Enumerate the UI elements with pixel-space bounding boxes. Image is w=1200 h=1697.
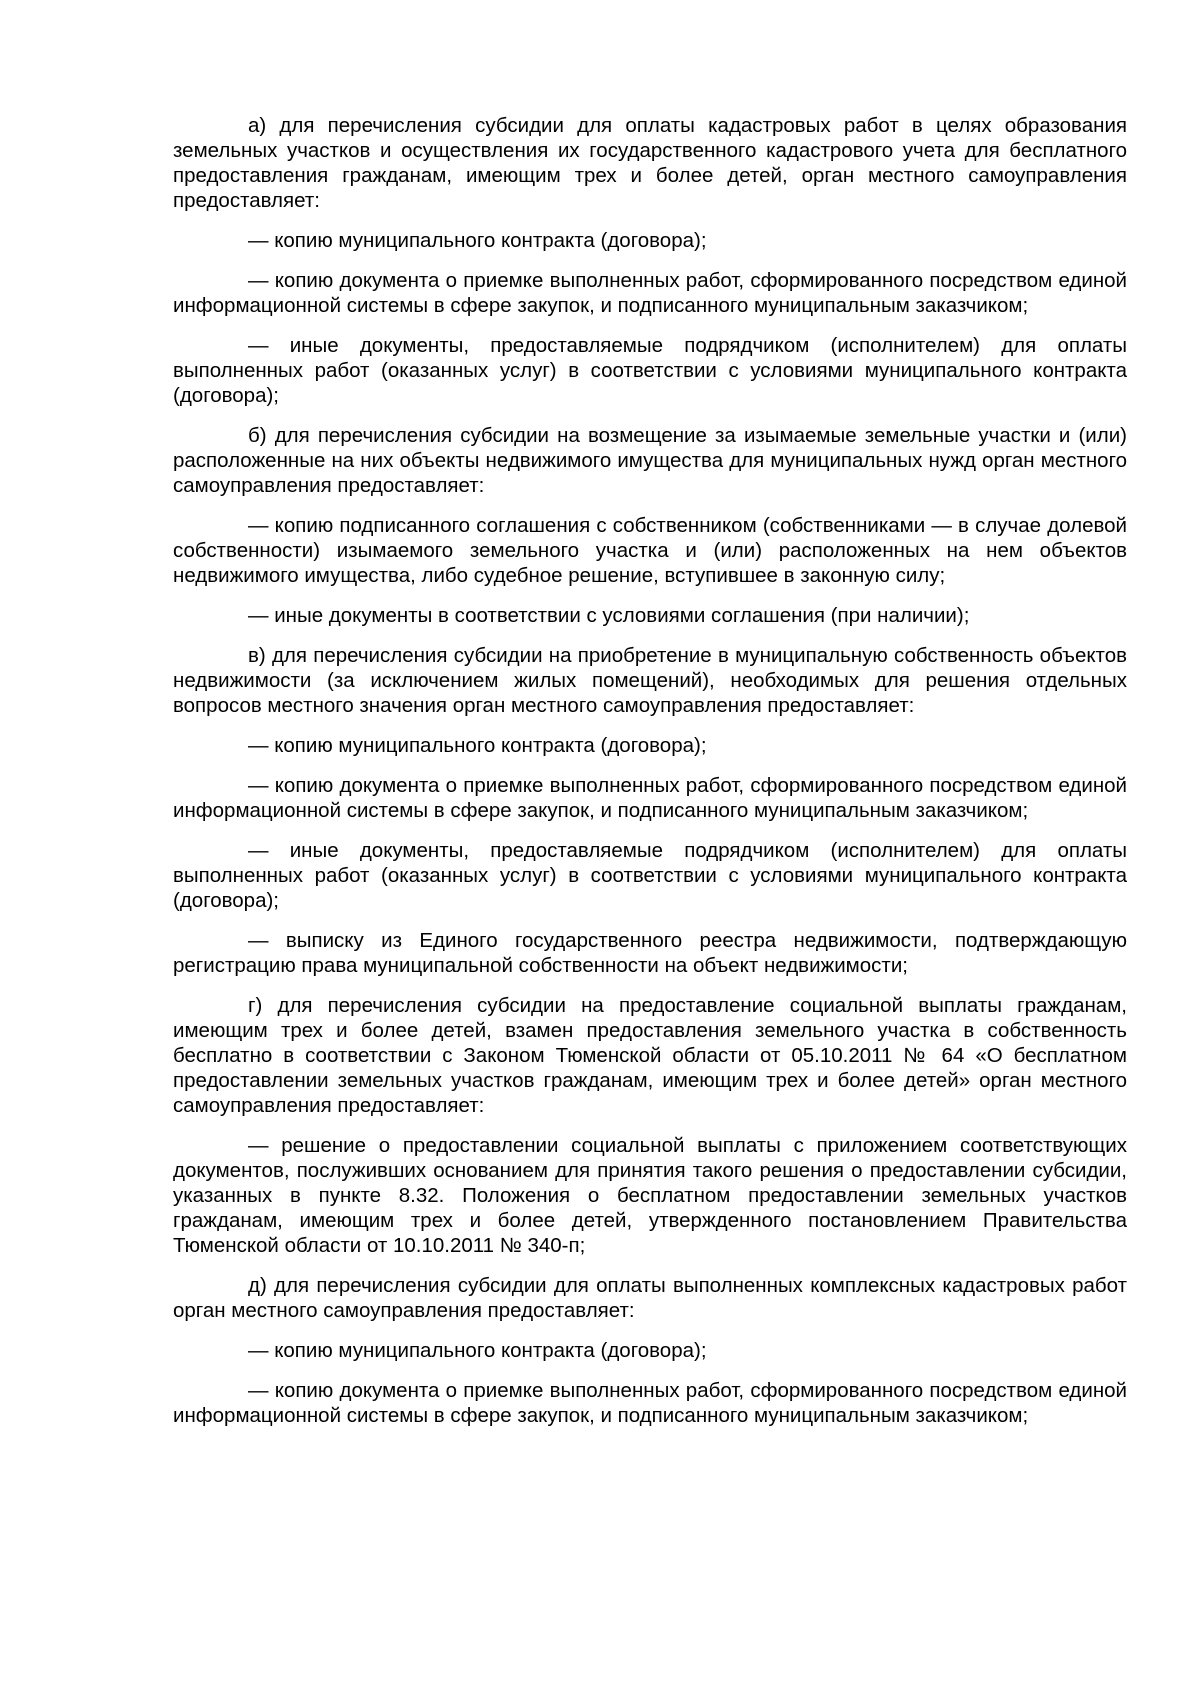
paragraph-g-item-1: — решение о предоставлении социальной выплаты с приложением соответствующих документов, послуживших основанием для принятия такого решения о предоставлении субсидии, указанных в пункте 8.32. Положения о бесплатном предоставлении земельных участков гражданам, имеющим трех и более детей, утвержденного постановлением Правительства Тюменской области от 10.10.2011 № 340-п; (173, 1134, 1127, 1257)
paragraph-a: а) для перечисления субсидии для оплаты кадастровых работ в целях образования земельных участков и осуществления их государственного кадастрового учета для бесплатного предоставления гражданам, имеющим трех и более детей, орган местного самоуправления предоставляет: (173, 114, 1127, 212)
paragraph-b-item-2: — иные документы в соответствии с условиями соглашения (при наличии); (248, 604, 970, 627)
paragraph-b-item-1: — копию подписанного соглашения с собственником (собственниками — в случае долевой собственности) изымаемого земельного участка и (или) расположенных на нем объектов недвижимого имущества, либо судебное решение, вступившее в законную силу; (173, 514, 1127, 587)
paragraph-b: б) для перечисления субсидии на возмещение за изымаемые земельные участки и (или) расположенные на них объекты недвижимого имущества для муниципальных нужд орган местного самоуправления предоставляет: (173, 424, 1127, 497)
paragraph-v-item-1: — копию муниципального контракта (договора); (248, 734, 707, 757)
document-body (173, 113, 1127, 1443)
paragraph-v-item-4: — выписку из Единого государственного реестра недвижимости, подтверждающую регистрацию права муниципальной собственности на объект недвижимости; (173, 929, 1127, 977)
paragraph-a-item-1: — копию муниципального контракта (договора); (248, 229, 707, 252)
paragraph-a-item-3: — иные документы, предоставляемые подрядчиком (исполнителем) для оплаты выполненных работ (оказанных услуг) в соответствии с условиями муниципального контракта (договора); (173, 334, 1127, 407)
paragraph-a-item-2: — копию документа о приемке выполненных работ, сформированного посредством единой информационной системы в сфере закупок, и подписанного муниципальным заказчиком; (173, 269, 1127, 317)
paragraph-d: д) для перечисления субсидии для оплаты выполненных комплексных кадастровых работ орган местного самоуправления предоставляет: (173, 1274, 1127, 1322)
paragraph-g: г) для перечисления субсидии на предоставление социальной выплаты гражданам, имеющим трех и более детей, взамен предоставления земельного участка в собственность бесплатно в соответствии с Законом Тюменской области от 05.10.2011 № 64 «О бесплатном предоставлении земельных участков гражданам, имеющим трех и более детей» орган местного самоуправления предоставляет: (173, 994, 1127, 1117)
paragraph-d-item-1: — копию муниципального контракта (договора); (248, 1339, 707, 1362)
paragraph-v-item-3: — иные документы, предоставляемые подрядчиком (исполнителем) для оплаты выполненных работ (оказанных услуг) в соответствии с условиями муниципального контракта (договора); (173, 839, 1127, 912)
paragraph-v-item-2: — копию документа о приемке выполненных работ, сформированного посредством единой информационной системы в сфере закупок, и подписанного муниципальным заказчиком; (173, 774, 1127, 822)
paragraph-v: в) для перечисления субсидии на приобретение в муниципальную собственность объектов недвижимости (за исключением жилых помещений), необходимых для решения отдельных вопросов местного значения орган местного самоуправления предоставляет: (173, 644, 1127, 717)
paragraph-d-item-2: — копию документа о приемке выполненных работ, сформированного посредством единой информационной системы в сфере закупок, и подписанного муниципальным заказчиком; (173, 1379, 1127, 1427)
